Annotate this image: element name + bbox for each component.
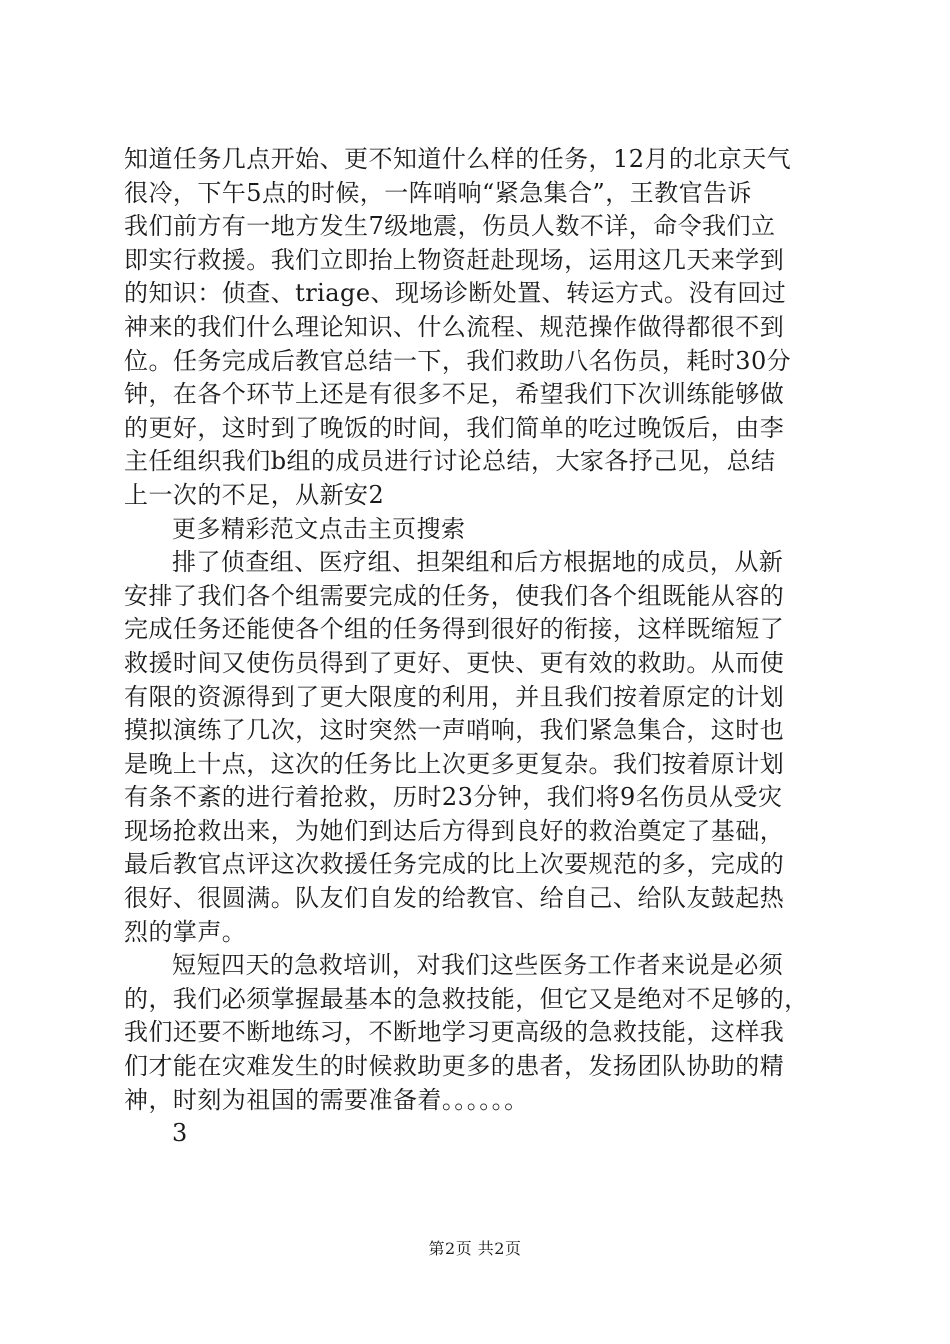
text-line: 们才能在灾难发生的时候救助更多的患者，发扬团队协助的精 <box>124 1052 785 1081</box>
text-line: 即实行救援。我们立即抬上物资赶赴现场，运用这几天来学到 <box>124 245 785 274</box>
text-line: 我们前方有一地方发生7级地震，伤员人数不详，命令我们立 <box>124 212 776 241</box>
text-line: 摸拟演练了几次，这时突然一声哨响，我们紧急集合，这时也 <box>124 716 785 745</box>
section-number-line: 3 <box>172 1119 188 1148</box>
promo-line: 更多精彩范文点击主页搜索 <box>172 514 466 543</box>
text-line: 神，时刻为祖国的需要准备着。。。。。。 <box>124 1085 529 1114</box>
text-line: 的，我们必须掌握最基本的急救技能，但它又是绝对不足够的， <box>124 984 809 1013</box>
text-line: 位。任务完成后教官总结一下，我们救助八名伤员，耗时30分 <box>124 346 792 375</box>
text-line: 主任组织我们b组的成员进行讨论总结，大家各抒己见，总结 <box>124 447 776 476</box>
text-line: 是晚上十点，这次的任务比上次更多更复杂。我们按着原计划 <box>124 749 785 778</box>
text-line: 完成任务还能使各个组的任务得到很好的衔接，这样既缩短了 <box>124 615 785 644</box>
text-line: 的知识：侦查、triage、现场诊断处置、转运方式。没有回过 <box>124 279 787 308</box>
text-line: 有条不紊的进行着抢救，历时23分钟，我们将9名伤员从受灾 <box>124 783 783 812</box>
paragraph-start-line: 短短四天的急救培训，对我们这些医务工作者来说是必须 <box>172 951 784 980</box>
text-line: 现场抢救出来，为她们到达后方得到良好的救治奠定了基础， <box>124 816 785 845</box>
text-line: 有限的资源得到了更大限度的利用，并且我们按着原定的计划 <box>124 682 785 711</box>
text-line: 很好、很圆满。队友们自发的给教官、给自己、给队友鼓起热 <box>124 884 785 913</box>
text-line: 知道任务几点开始、更不知道什么样的任务，12月的北京天气 <box>124 145 792 173</box>
document-body <box>124 143 844 1151</box>
text-line: 安排了我们各个组需要完成的任务，使我们各个组既能从容的 <box>124 581 785 610</box>
text-line: 救援时间又使伤员得到了更好、更快、更有效的救助。从而使 <box>124 648 785 677</box>
paragraph-start-line: 排了侦查组、医疗组、担架组和后方根据地的成员，从新 <box>172 548 784 577</box>
text-line: 钟，在各个环节上还是有很多不足，希望我们下次训练能够做 <box>124 380 785 409</box>
text-line: 最后教官点评这次救援任务完成的比上次要规范的多，完成的 <box>124 850 785 879</box>
page-footer: 第2页 共2页 <box>428 1239 522 1258</box>
text-line: 我们还要不断地练习，不断地学习更高级的急救技能，这样我 <box>124 1018 785 1047</box>
text-line: 很冷，下午5点的时候，一阵哨响“紧急集合”，王教官告诉 <box>124 178 752 207</box>
text-line: 上一次的不足，从新安2 <box>124 480 385 509</box>
text-line: 烈的掌声。 <box>124 917 247 946</box>
text-line: 的更好，这时到了晚饭的时间，我们简单的吃过晚饭后，由李 <box>124 413 785 442</box>
text-line: 神来的我们什么理论知识、什么流程、规范操作做得都很不到 <box>124 312 785 341</box>
